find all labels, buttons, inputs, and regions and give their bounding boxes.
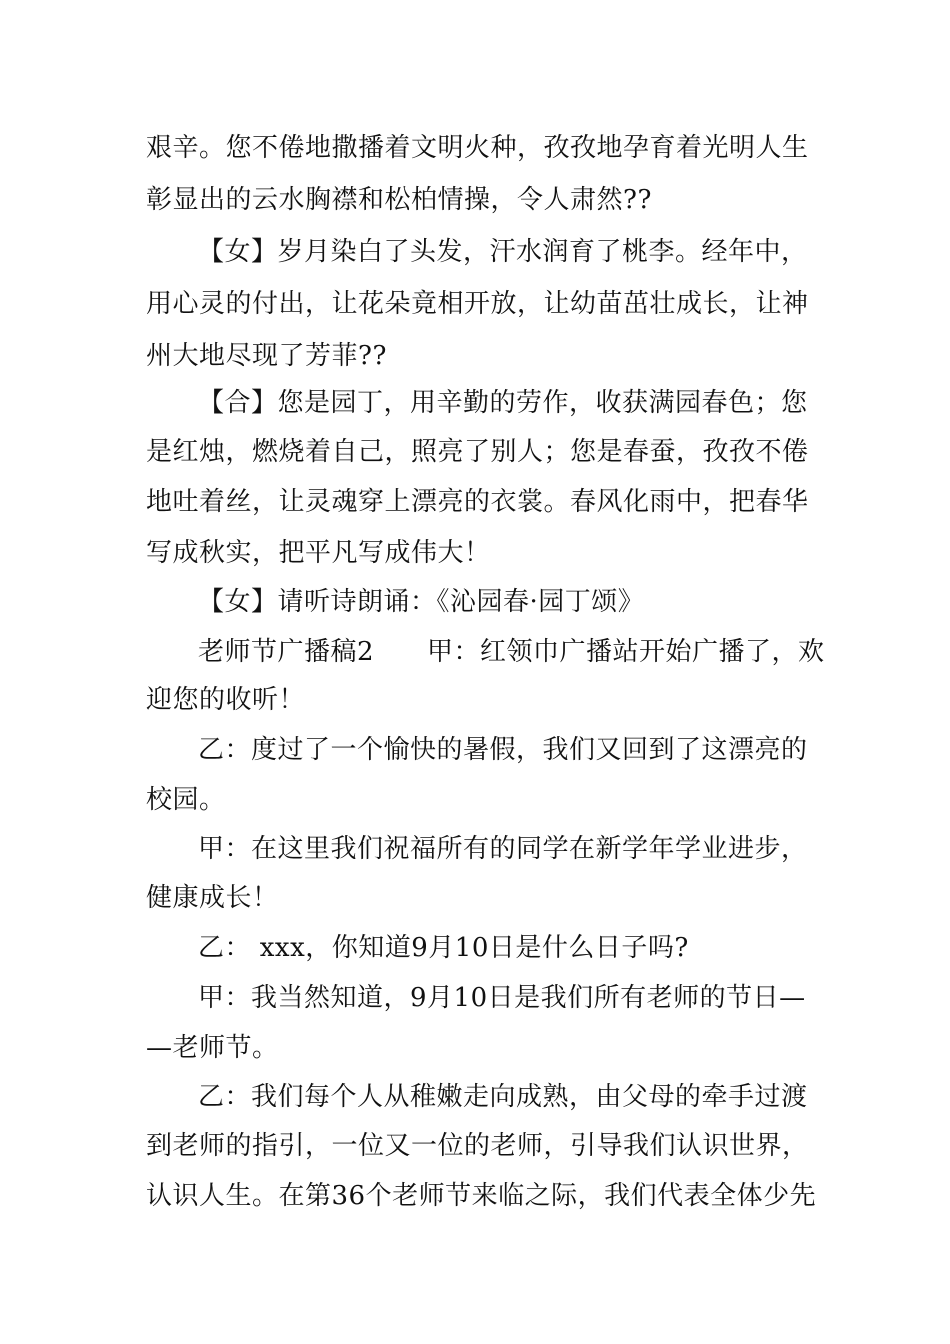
text-line: 乙：度过了一个愉快的暑假，我们又回到了这漂亮的: [198, 735, 808, 765]
text-line: 迎您的收听！: [146, 685, 306, 715]
text-line: 【女】岁月染白了头发，汗水润育了桃李。经年中，: [198, 237, 808, 267]
text-line: 甲：在这里我们祝福所有的同学在新学年学业进步，: [198, 834, 808, 864]
text-line: 乙：我们每个人从稚嫩走向成熟，由父母的牵手过渡: [198, 1082, 808, 1112]
text-line: 到老师的指引，一位又一位的老师，引导我们认识世界，: [146, 1131, 809, 1161]
text-line: 老师节广播稿2 甲：红领巾广播站开始广播了，欢: [198, 637, 825, 667]
text-line: 地吐着丝，让灵魂穿上漂亮的衣裳。春风化雨中，把春华: [146, 487, 809, 517]
text-line: 用心灵的付出，让花朵竟相开放，让幼苗茁壮成长，让神: [146, 289, 809, 319]
text-line: 甲：我当然知道，9月10日是我们所有老师的节日—: [198, 983, 806, 1013]
text-line: 认识人生。在第36个老师节来临之际，我们代表全体少先: [146, 1181, 817, 1211]
text-line: 【女】请听诗朗诵：《沁园春·园丁颂》: [198, 587, 645, 617]
text-line: 乙： xxx，你知道9月10日是什么日子吗?: [198, 933, 689, 963]
text-line: 艰辛。您不倦地撒播着文明火种，孜孜地孕育着光明人生: [146, 133, 809, 163]
text-line: —老师节。: [146, 1033, 279, 1063]
text-line: 【合】您是园丁，用辛勤的劳作，收获满园春色；您: [198, 388, 808, 418]
text-line: 写成秋实，把平凡写成伟大！: [146, 538, 491, 568]
text-line: 州大地尽现了芳菲??: [146, 341, 387, 371]
text-line: 健康成长！: [146, 883, 279, 913]
text-line: 校园。: [146, 785, 226, 815]
text-line: 彰显出的云水胸襟和松柏情操，令人肃然??: [146, 185, 652, 215]
text-line: 是红烛，燃烧着自己，照亮了别人；您是春蚕，孜孜不倦: [146, 437, 809, 467]
